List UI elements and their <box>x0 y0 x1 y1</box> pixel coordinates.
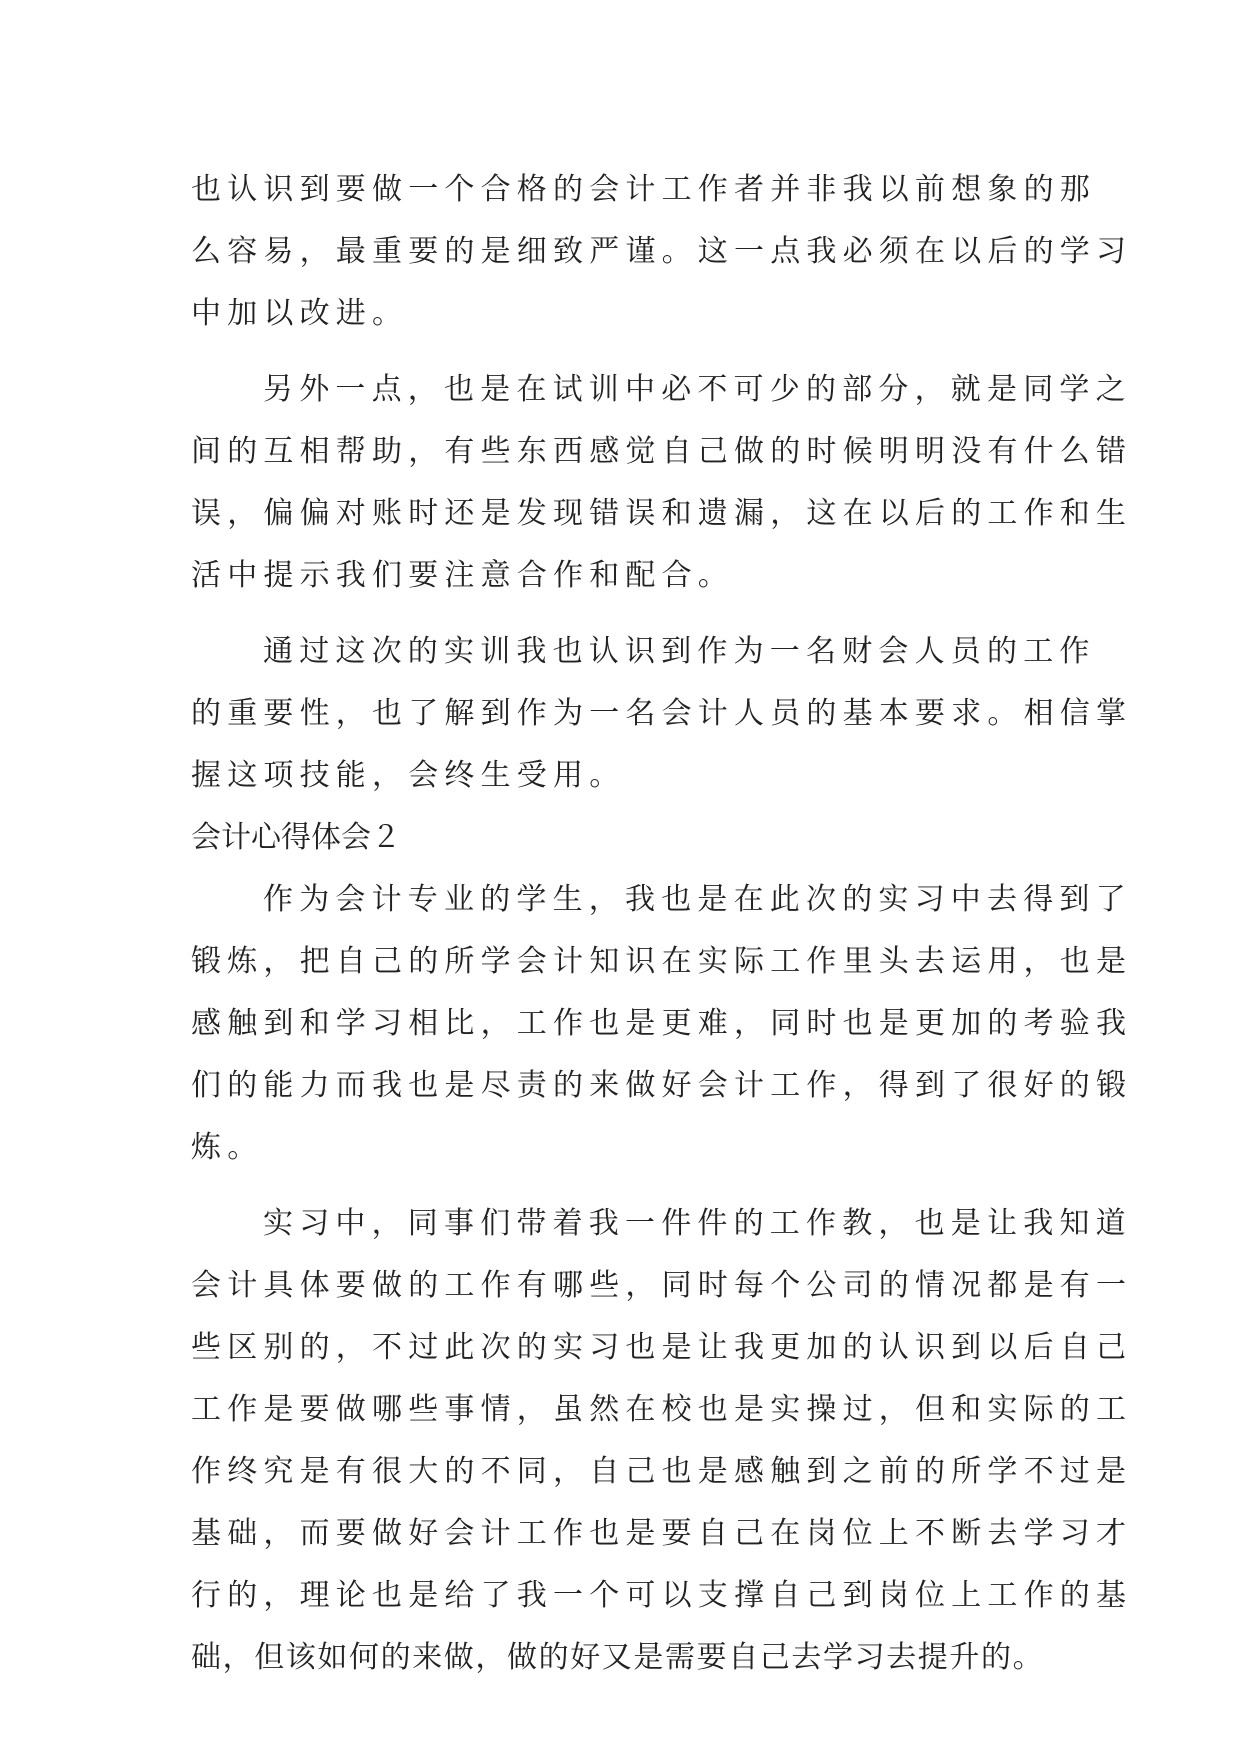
paragraph <box>191 621 1133 807</box>
text-line: 们的能力而我也是尽责的来做好会计工作，得到了很好的锻 <box>191 1068 1133 1103</box>
paragraph <box>191 359 1133 607</box>
text-line: 作为会计专业的学生，我也是在此次的实习中去得到了 <box>263 882 1132 917</box>
text-line: 会计具体要做的工作有哪些，同时每个公司的情况都是有一 <box>191 1268 1133 1303</box>
text-line: 也认识到要做一个合格的会计工作者并非我以前想象的那 <box>191 172 1096 207</box>
text-line: 锻炼，把自己的所学会计知识在实际工作里头去运用，也是 <box>191 944 1133 979</box>
text-line: 么容易，最重要的是细致严谨。这一点我必须在以后的学习 <box>191 234 1133 269</box>
text-line: 础，但该如何的来做，做的好又是需要自己去学习去提升的。 <box>191 1640 1045 1675</box>
text-line: 活中提示我们要注意合作和配合。 <box>191 558 734 593</box>
text-line: 工作是要做哪些事情，虽然在校也是实操过，但和实际的工 <box>191 1392 1133 1427</box>
document-body <box>191 159 1133 1689</box>
text-line: 感触到和学习相比，工作也是更难，同时也是更加的考验我 <box>191 1006 1133 1041</box>
text-line: 的重要性，也了解到作为一名会计人员的基本要求。相信掌 <box>191 696 1133 731</box>
section-heading <box>191 807 1056 869</box>
text-line: 误，偏偏对账时还是发现错误和遗漏，这在以后的工作和生 <box>191 496 1133 531</box>
text-line: 握这项技能，会终生受用。 <box>191 758 626 793</box>
paragraph <box>191 869 1133 1179</box>
text-line: 些区别的，不过此次的实习也是让我更加的认识到以后自己 <box>191 1330 1133 1365</box>
paragraph <box>191 1193 1133 1689</box>
text-line: 通过这次的实训我也认识到作为一名财会人员的工作 <box>263 634 1096 669</box>
text-line: 炼。 <box>191 1130 264 1165</box>
text-line: 另外一点，也是在试训中必不可少的部分，就是同学之 <box>263 372 1132 407</box>
text-line: 行的，理论也是给了我一个可以支撑自己到岗位上工作的基 <box>191 1578 1133 1613</box>
text-line: 实习中，同事们带着我一件件的工作教，也是让我知道 <box>263 1206 1132 1241</box>
text-line: 中加以改进。 <box>191 296 409 331</box>
paragraph <box>191 159 1133 345</box>
heading-text: 会计心得体会２ <box>191 820 401 855</box>
text-line: 基础，而要做好会计工作也是要自己在岗位上不断去学习才 <box>191 1516 1133 1551</box>
text-line: 作终究是有很大的不同，自己也是感触到之前的所学不过是 <box>191 1454 1133 1489</box>
text-line: 间的互相帮助，有些东西感觉自己做的时候明明没有什么错 <box>191 434 1133 469</box>
